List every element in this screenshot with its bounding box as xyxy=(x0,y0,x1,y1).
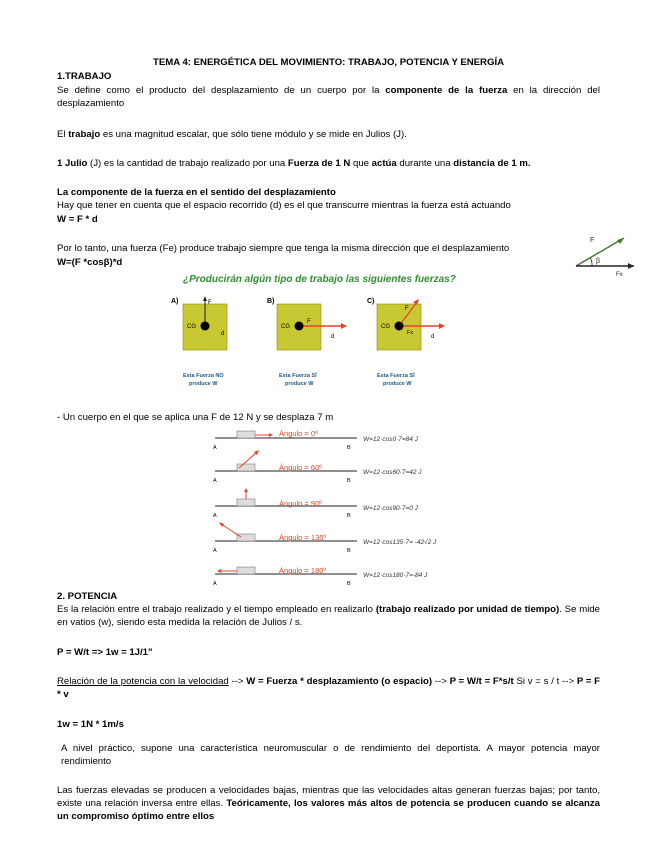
angle-row-0-angle: Ángulo = 0º xyxy=(279,429,318,438)
angle-row-3-b: B xyxy=(347,548,351,554)
paragraph-definicion: Se define como el producto del desplazamiento de un cuerpo por la componente de la fuerza en la dirección del desplazamiento xyxy=(57,85,601,109)
box-a xyxy=(171,296,227,387)
angle-row-2-a: A xyxy=(213,513,217,519)
angle-row-4-formula: W=12·cos180·7=-84 J xyxy=(363,572,428,579)
angle-row-4-a: A xyxy=(213,581,217,587)
angle-row-0-formula: W=12·cos0·7=84 J xyxy=(363,436,418,443)
box-b-f: F xyxy=(307,319,311,325)
box-a-cg: CG xyxy=(187,324,196,330)
force-work-figure xyxy=(165,270,485,394)
paragraph-magnitud: El trabajo es una magnitud escalar, que sólo tiene módulo y se mide en Julios (J). xyxy=(57,129,407,140)
angle-row-0-b: B xyxy=(347,445,351,451)
angle-row-1 xyxy=(213,450,422,484)
paragraph-ejemplo: - Un cuerpo en el que se aplica una F de 12 N y se desplaza 7 m xyxy=(57,412,334,423)
angle-row-1-formula: W=12·cos60·7=42 J xyxy=(363,469,422,476)
angle-rows-figure xyxy=(207,428,517,588)
box-c-cg: CG xyxy=(381,324,390,330)
box-c-fx: Fx xyxy=(407,330,414,336)
subheading-componente: La componente de la fuerza en el sentido del desplazamiento xyxy=(57,187,336,198)
angle-diagram xyxy=(572,232,642,278)
angle-diagram-fx: Fx xyxy=(616,272,623,278)
box-a-label: A) xyxy=(171,298,179,305)
angle-row-3-formula: W=12·cos135·7= -42√2 J xyxy=(363,539,437,546)
angle-row-4-b: B xyxy=(347,581,351,587)
section-heading-potencia: 2. POTENCIA xyxy=(57,591,118,602)
angle-row-3 xyxy=(213,522,437,554)
angle-row-2-b: B xyxy=(347,513,351,519)
box-c-label: C) xyxy=(367,298,375,305)
angle-diagram-beta: β xyxy=(596,258,601,265)
paragraph-nivel-practico: A nivel práctico, supone una característica neuromuscular o de rendimiento del deportista. A mayor potencia mayor rendimiento xyxy=(61,743,600,767)
figure-question: ¿Producirán algún tipo de trabajo las siguientes fuerzas? xyxy=(183,274,456,285)
box-a-caption2: produce W xyxy=(189,381,218,387)
angle-row-1-a: A xyxy=(213,478,217,484)
box-c-d: d xyxy=(431,334,435,340)
angle-row-1-b: B xyxy=(347,478,351,484)
box-b-label: B) xyxy=(267,298,275,305)
angle-row-1-angle: Ángulo = 60º xyxy=(279,463,322,472)
paragraph-potencia-def: Es la relación entre el trabajo realizado y el tiempo empleado en realizarlo (trabajo realizado por unidad de tiempo). Se mide en vatios (w), siendo esta medida la relación de Julios / s. xyxy=(57,604,600,628)
box-a-f: F xyxy=(208,300,212,306)
box-b-cg: CG xyxy=(281,324,290,330)
document-title: TEMA 4: ENERGÉTICA DEL MOVIMIENTO: TRABAJO, POTENCIA Y ENERGÍA xyxy=(152,57,505,68)
box-b-caption1: Esta Fuerza SÍ xyxy=(279,373,317,379)
paragraph-espacio: Hay que tener en cuenta que el espacio recorrido (d) es el que transcurre mientras la fuerza está actuando xyxy=(57,200,511,211)
angle-row-3-a: A xyxy=(213,548,217,554)
angle-row-4-angle: Ángulo = 180º xyxy=(279,566,327,575)
formula-w-fd: W = F * d xyxy=(57,214,98,225)
paragraph-fuerzas-velocidades: Las fuerzas elevadas se producen a velocidades bajas, mientras que las velocidades altas generan fuerzas bajas; por tanto, existe una relación inversa entre ellas. Teóricamente, los valores más altos de potencia se producen cuando se alcanza un compromiso óptimo entre ellos xyxy=(57,785,600,822)
box-c-caption2: produce W xyxy=(383,381,412,387)
box-c-f: F xyxy=(405,306,409,312)
box-b-caption2: produce W xyxy=(285,381,314,387)
box-a-caption1: Esta Fuerza NO xyxy=(183,373,224,379)
angle-row-2-formula: W=12·cos90·7=0 J xyxy=(363,505,418,512)
angle-row-0-a: A xyxy=(213,445,217,451)
formula-1w: 1w = 1N * 1m/s xyxy=(57,719,124,730)
angle-row-2 xyxy=(213,488,419,519)
angle-row-0 xyxy=(213,429,419,451)
paragraph-julio: 1 Julio (J) es la cantidad de trabajo realizado por una Fuerza de 1 N que actúa durante una distancia de 1 m. xyxy=(57,158,531,169)
formula-p-wt: P = W/t => 1w = 1J/1" xyxy=(57,647,153,658)
paragraph-relacion-velocidad: Relación de la potencia con la velocidad --> W = Fuerza * desplazamiento (o espacio) --> P = W/t = F*s/t Si v = s / t --> P = F * v xyxy=(57,676,601,700)
angle-row-4 xyxy=(213,566,428,587)
box-b-d: d xyxy=(331,334,335,340)
box-c xyxy=(367,298,445,387)
formula-w-cos: W=(F *cosβ)*d xyxy=(57,257,123,268)
box-b xyxy=(267,298,347,387)
angle-row-3-angle: Ángulo = 135º xyxy=(279,533,327,542)
angle-row-2-angle: Ángulo = 90º xyxy=(279,499,322,508)
box-a-d: d xyxy=(221,331,225,337)
paragraph-fe: Por lo tanto, una fuerza (Fe) produce trabajo siempre que tenga la misma dirección que el desplazamiento xyxy=(57,243,510,254)
angle-diagram-f: F xyxy=(590,237,595,244)
box-c-caption1: Esta Fuerza SÍ xyxy=(377,373,415,379)
section-heading-trabajo: 1.TRABAJO xyxy=(57,71,112,82)
